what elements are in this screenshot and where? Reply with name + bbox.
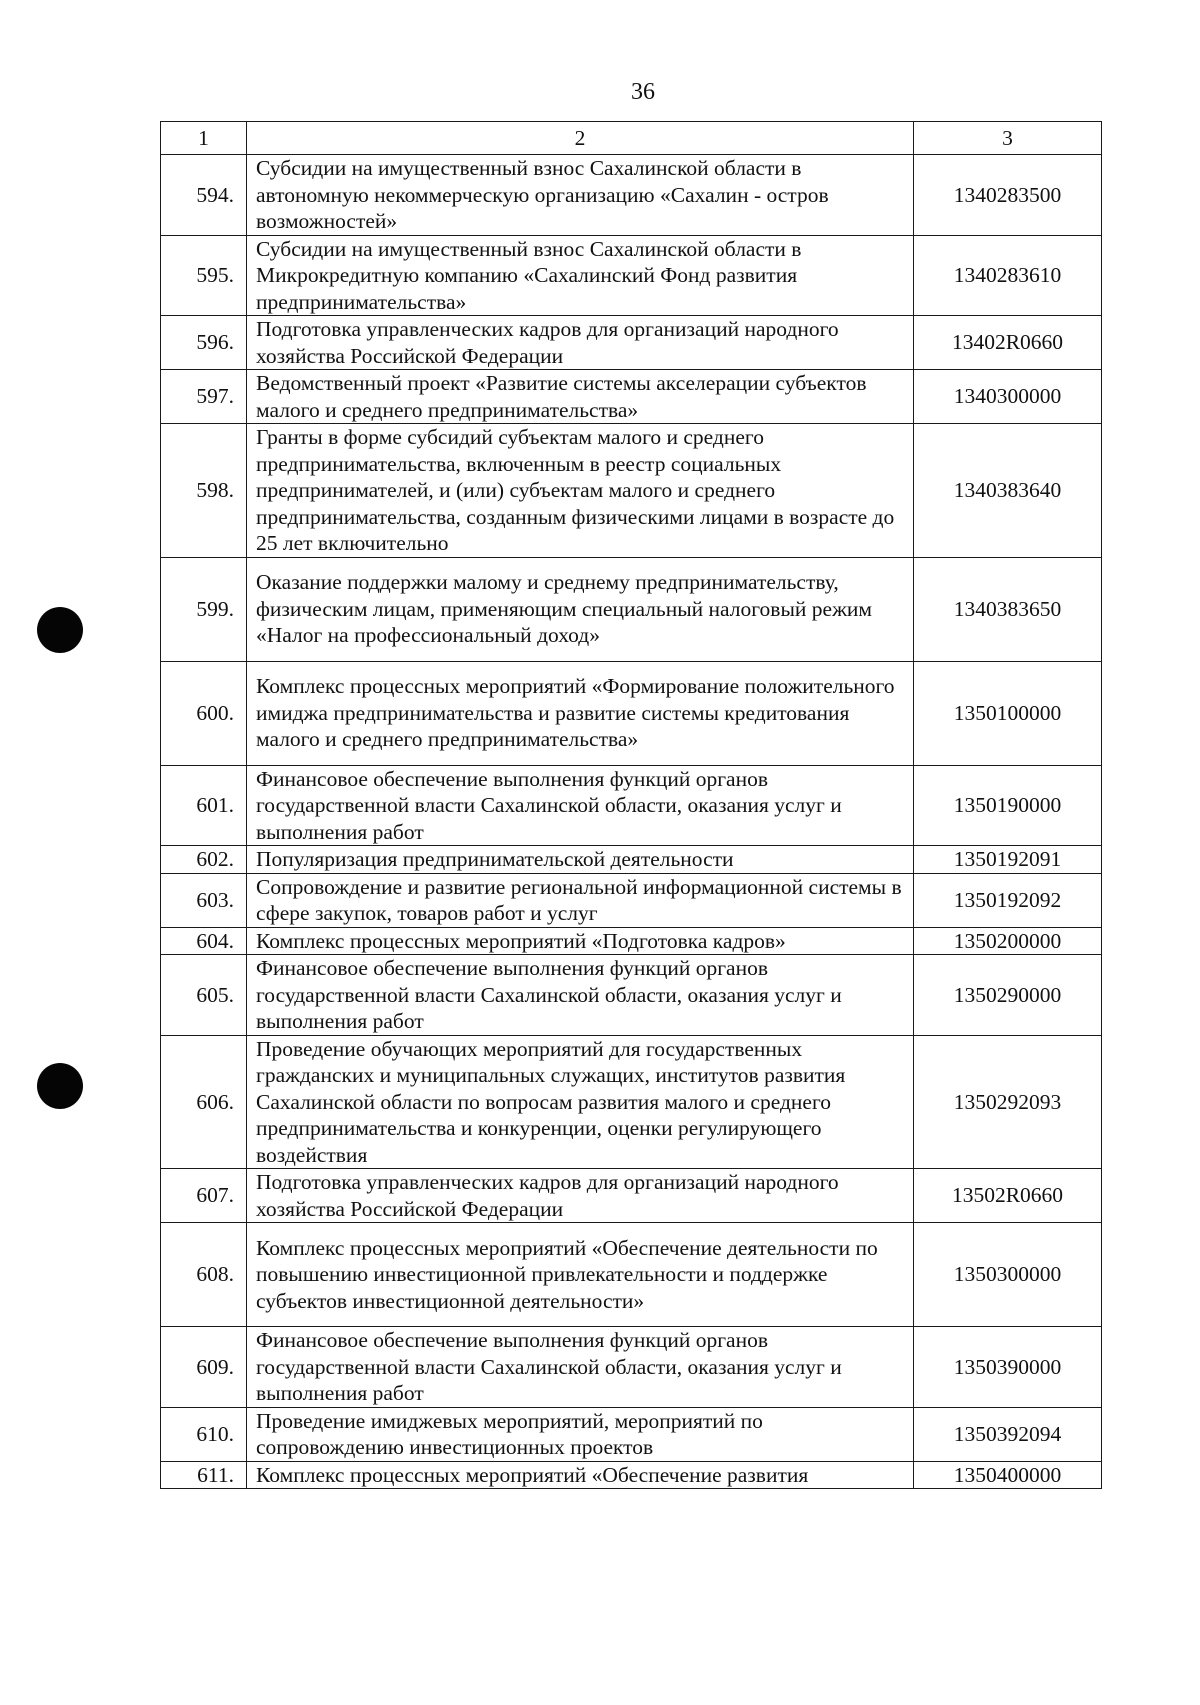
table-row — [161, 316, 1102, 370]
row-name: Комплекс процессных мероприятий «Формирование положительного имиджа предпринимательства и развитие системы кредитования малого и среднего предпринимательства» — [247, 661, 914, 765]
row-name: Субсидии на имущественный взнос Сахалинской области в Микрокредитную компанию «Сахалинский Фонд развития предпринимательства» — [247, 235, 914, 316]
row-number: 607. — [161, 1169, 247, 1223]
row-code: 1350300000 — [914, 1223, 1102, 1327]
table-row — [161, 955, 1102, 1036]
row-name: Финансовое обеспечение выполнения функций органов государственной власти Сахалинской области, оказания услуг и выполнения работ — [247, 1327, 914, 1408]
row-code: 1340283500 — [914, 155, 1102, 236]
row-name: Комплекс процессных мероприятий «Обеспечение деятельности по повышению инвестиционной привлекательности и поддержке субъектов инвестиционной деятельности» — [247, 1223, 914, 1327]
row-name: Подготовка управленческих кадров для организаций народного хозяйства Российской Федерации — [247, 316, 914, 370]
table-row — [161, 1169, 1102, 1223]
row-name: Финансовое обеспечение выполнения функций органов государственной власти Сахалинской области, оказания услуг и выполнения работ — [247, 955, 914, 1036]
row-number: 604. — [161, 927, 247, 955]
table-row — [161, 557, 1102, 661]
column-header-2: 2 — [247, 122, 914, 155]
row-code: 13502R0660 — [914, 1169, 1102, 1223]
row-name: Комплекс процессных мероприятий «Обеспечение развития — [247, 1461, 914, 1489]
row-code: 1350292093 — [914, 1035, 1102, 1169]
table-row — [161, 661, 1102, 765]
punch-hole-upper — [37, 607, 83, 653]
row-number: 595. — [161, 235, 247, 316]
row-number: 601. — [161, 765, 247, 846]
row-name: Подготовка управленческих кадров для организаций народного хозяйства Российской Федерации — [247, 1169, 914, 1223]
table-row — [161, 424, 1102, 558]
row-code: 1340383640 — [914, 424, 1102, 558]
page-number: 36 — [631, 79, 655, 105]
row-name: Комплекс процессных мероприятий «Подготовка кадров» — [247, 927, 914, 955]
punch-hole-lower — [37, 1063, 83, 1109]
row-number: 606. — [161, 1035, 247, 1169]
row-number: 611. — [161, 1461, 247, 1489]
table-row — [161, 235, 1102, 316]
row-name: Ведомственный проект «Развитие системы акселерации субъектов малого и среднего предпринимательства» — [247, 370, 914, 424]
row-code: 1350390000 — [914, 1327, 1102, 1408]
row-number: 603. — [161, 873, 247, 927]
row-code: 1350290000 — [914, 955, 1102, 1036]
row-number: 602. — [161, 846, 247, 874]
table-row — [161, 1223, 1102, 1327]
table-row — [161, 846, 1102, 874]
row-name: Гранты в форме субсидий субъектам малого и среднего предпринимательства, включенным в реестр социальных предпринимателей, и (или) субъектам малого и среднего предпринимательства, созданным физическими лицами в возрасте до 25 лет включительно — [247, 424, 914, 558]
row-name: Проведение обучающих мероприятий для государственных гражданских и муниципальных служащих, институтов развития Сахалинской области по вопросам развития малого и среднего предпринимательства и конкуренции, оценки регулирующего воздействия — [247, 1035, 914, 1169]
row-number: 600. — [161, 661, 247, 765]
row-code: 1350392094 — [914, 1407, 1102, 1461]
table-row — [161, 765, 1102, 846]
column-header-3: 3 — [914, 122, 1102, 155]
row-number: 598. — [161, 424, 247, 558]
row-code: 1350192092 — [914, 873, 1102, 927]
row-number: 609. — [161, 1327, 247, 1408]
row-name: Финансовое обеспечение выполнения функций органов государственной власти Сахалинской области, оказания услуг и выполнения работ — [247, 765, 914, 846]
budget-codes-table — [160, 121, 1102, 1489]
row-code: 1340383650 — [914, 557, 1102, 661]
column-header-1: 1 — [161, 122, 247, 155]
row-code: 1350400000 — [914, 1461, 1102, 1489]
row-code: 1350100000 — [914, 661, 1102, 765]
row-name: Популяризация предпринимательской деятельности — [247, 846, 914, 874]
row-number: 597. — [161, 370, 247, 424]
row-number: 596. — [161, 316, 247, 370]
row-number: 610. — [161, 1407, 247, 1461]
table-row — [161, 1407, 1102, 1461]
row-code: 1350190000 — [914, 765, 1102, 846]
row-name: Проведение имиджевых мероприятий, мероприятий по сопровождению инвестиционных проектов — [247, 1407, 914, 1461]
row-name: Субсидии на имущественный взнос Сахалинской области в автономную некоммерческую организацию «Сахалин - остров возможностей» — [247, 155, 914, 236]
table-row — [161, 1461, 1102, 1489]
row-code: 1340300000 — [914, 370, 1102, 424]
row-name: Сопровождение и развитие региональной информационной системы в сфере закупок, товаров работ и услуг — [247, 873, 914, 927]
table-row — [161, 1327, 1102, 1408]
row-code: 1350200000 — [914, 927, 1102, 955]
table-body — [161, 155, 1102, 1489]
table-row — [161, 927, 1102, 955]
row-number: 605. — [161, 955, 247, 1036]
table-row — [161, 873, 1102, 927]
table-header-row — [161, 122, 1102, 155]
row-number: 608. — [161, 1223, 247, 1327]
table-row — [161, 155, 1102, 236]
row-code: 1350192091 — [914, 846, 1102, 874]
table-row — [161, 1035, 1102, 1169]
table-row — [161, 370, 1102, 424]
row-number: 594. — [161, 155, 247, 236]
row-number: 599. — [161, 557, 247, 661]
row-name: Оказание поддержки малому и среднему предпринимательству, физическим лицам, применяющим специальный налоговый режим «Налог на профессиональный доход» — [247, 557, 914, 661]
row-code: 1340283610 — [914, 235, 1102, 316]
row-code: 13402R0660 — [914, 316, 1102, 370]
